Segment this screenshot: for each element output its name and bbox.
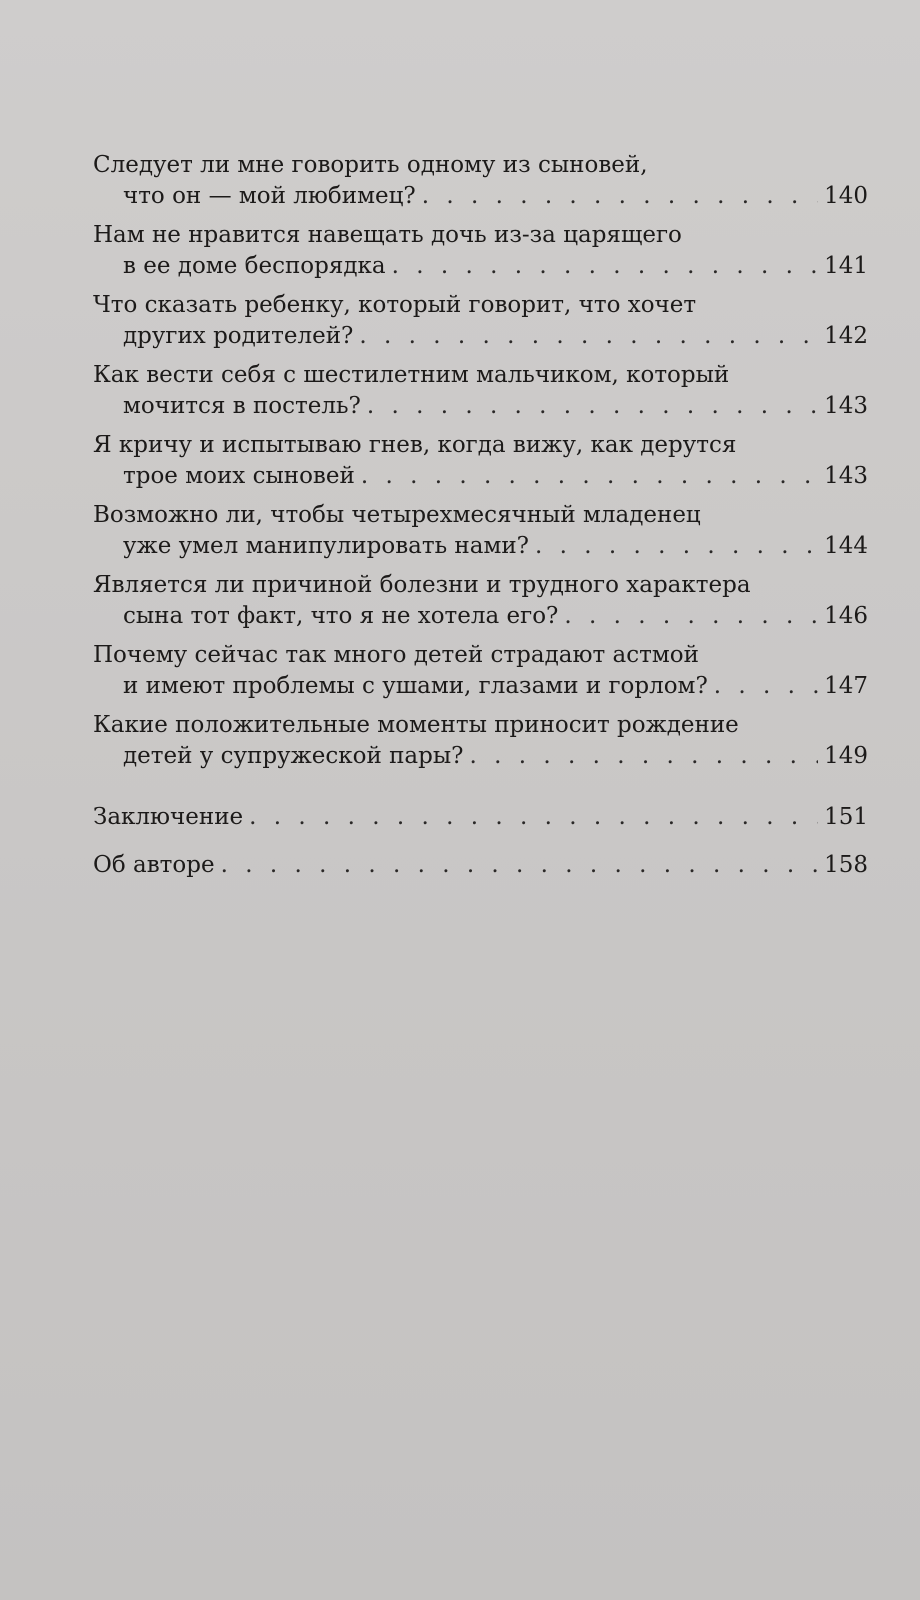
toc-entry: [93, 500, 868, 570]
leader-dots: [361, 461, 818, 491]
toc-page-number: 151: [824, 804, 868, 830]
toc-entry: [93, 360, 868, 430]
toc-entry-line2: что он — мой любимец?: [123, 183, 416, 209]
toc-entry-line2: других родителей?: [123, 323, 354, 349]
toc-entry-line1: Нам не нравится навещать дочь из-за царящего: [93, 222, 682, 248]
toc-entry-line1: Я кричу и испытываю гнев, когда вижу, как дерутся: [93, 432, 737, 458]
leader-dots: [367, 391, 818, 421]
leader-dots: [392, 251, 818, 281]
toc-entry-line1: Как вести себя с шестилетним мальчиком, который: [93, 362, 730, 388]
toc-entry: [93, 710, 868, 780]
toc-page-number: 140: [824, 183, 868, 209]
toc-entry-line1: Является ли причиной болезни и трудного характера: [93, 572, 751, 598]
toc-entry-line1: Какие положительные моменты приносит рождение: [93, 712, 739, 738]
toc-page-number: 147: [824, 673, 868, 699]
leader-dots: [359, 321, 818, 351]
toc-entry: [93, 220, 868, 290]
toc-page-number: 158: [824, 852, 868, 878]
toc-entry-line2: сына тот факт, что я не хотела его?: [123, 603, 559, 629]
toc-entry: [93, 290, 868, 360]
toc-entry-title: Об авторе: [93, 852, 215, 878]
toc-page-number: 142: [824, 323, 868, 349]
toc-entry: [93, 570, 868, 640]
leader-dots: [249, 802, 818, 832]
toc-page-number: 143: [824, 393, 868, 419]
toc-entry-line1: Следует ли мне говорить одному из сыновей,: [93, 152, 648, 178]
leader-dots: [221, 850, 819, 880]
leader-dots: [714, 671, 818, 701]
toc-entry-line2: трое моих сыновей: [123, 463, 355, 489]
toc-entry: [93, 430, 868, 500]
leader-dots: [564, 601, 818, 631]
leader-dots: [422, 181, 818, 211]
leader-dots: [535, 531, 818, 561]
toc-entry-line2: мочится в постель?: [123, 393, 361, 419]
toc-entry-about-author: [93, 850, 868, 880]
toc-entry-line2: детей у супружеской пары?: [123, 743, 464, 769]
toc-entry-conclusion: [93, 802, 868, 832]
toc-page-number: 143: [824, 463, 868, 489]
toc-entry-title: Заключение: [93, 804, 244, 830]
toc-entry-line2: в ее доме беспорядка: [123, 253, 386, 279]
toc-page-number: 144: [824, 533, 868, 559]
toc-entry-line2: и имеют проблемы с ушами, глазами и горлом?: [123, 673, 708, 699]
toc-page-number: 149: [824, 743, 868, 769]
table-of-contents: [93, 150, 868, 880]
toc-entry-line1: Что сказать ребенку, который говорит, что хочет: [93, 292, 697, 318]
toc-page-number: 146: [824, 603, 868, 629]
toc-page-number: 141: [824, 253, 868, 279]
toc-entry: [93, 150, 868, 220]
toc-entry-line1: Возможно ли, чтобы четырехмесячный младенец: [93, 502, 701, 528]
toc-entry-line2: уже умел манипулировать нами?: [123, 533, 530, 559]
toc-entry: [93, 640, 868, 710]
leader-dots: [470, 741, 819, 771]
toc-entry-line1: Почему сейчас так много детей страдают астмой: [93, 642, 699, 668]
